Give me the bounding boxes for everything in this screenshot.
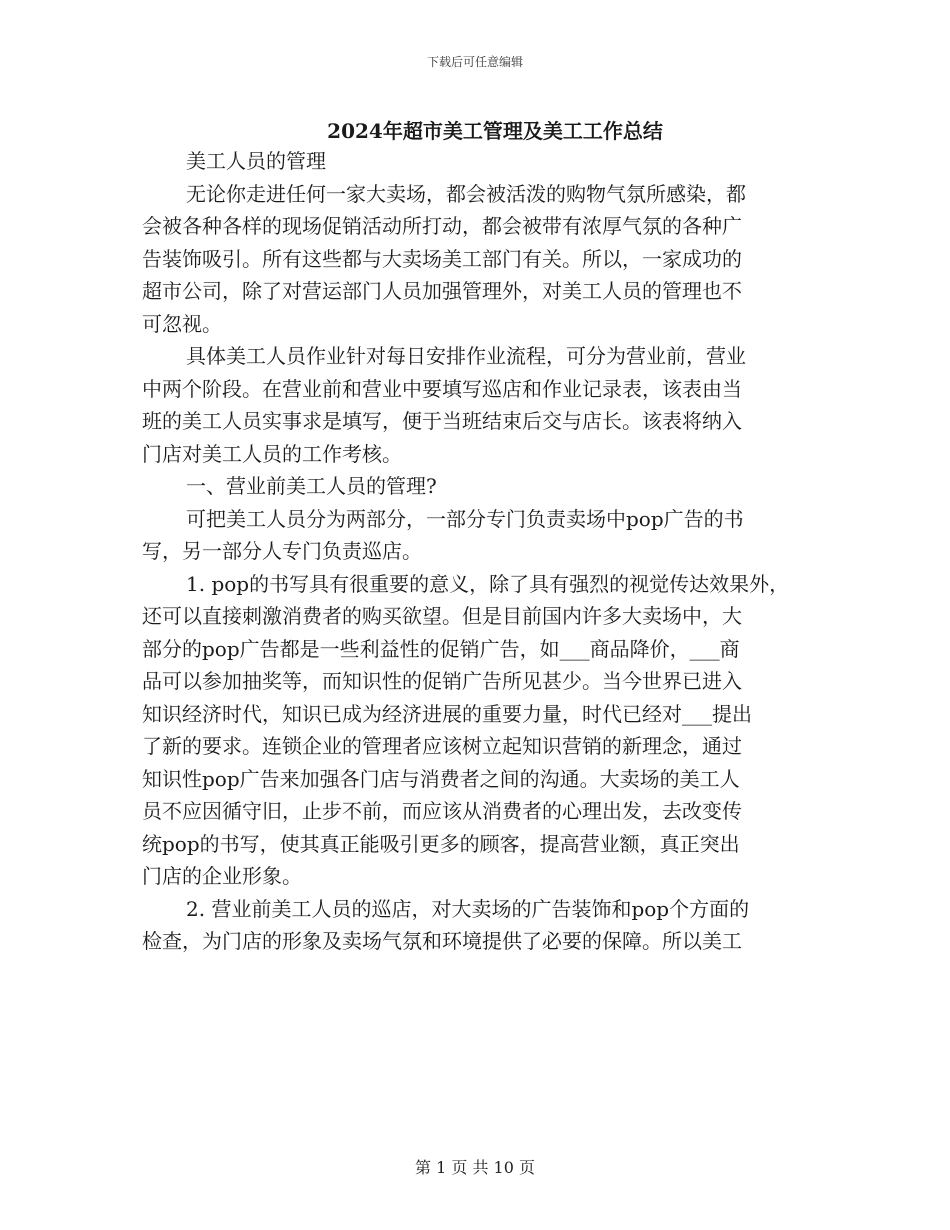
text-line: 统pop的书写，使其真正能吸引更多的顾客，提高营业额，真正突出 (142, 831, 740, 856)
text-line: 可把美工人员分为两部分，一部分专门负责卖场中pop广告的书 (186, 506, 744, 531)
text-line: 部分的pop广告都是一些利益性的促销广告，如___商品降价，___商 (142, 636, 740, 661)
document-title: 2024年超市美工管理及美工工作总结 (327, 119, 663, 143)
page-number: 第 1 页 共 10 页 (415, 1158, 535, 1177)
text-line: 1. pop的书写具有很重要的意义，除了具有强烈的视觉传达效果外， (186, 571, 790, 596)
text-line: 写，另一部分人专门负责巡店。 (142, 539, 422, 563)
text-line: 具体美工人员作业针对每日安排作业流程，可分为营业前，营业 (186, 344, 746, 368)
text-line: 班的美工人员实事求是填写，便于当班结束后交与店长。该表将纳入 (142, 409, 742, 433)
text-line: 一、营业前美工人员的管理? (186, 474, 437, 498)
text-line: 知识经济时代，知识已成为经济进展的重要力量，时代已经对___提出 (142, 701, 752, 726)
document-body (142, 145, 822, 958)
text-line: 告装饰吸引。所有这些都与大卖场美工部门有关。所以，一家成功的 (142, 246, 742, 271)
text-line: 无论你走进任何一家大卖场，都会被活泼的购物气氛所感染，都 (186, 181, 746, 206)
text-line: 会被各种各样的现场促销活动所打动，都会被带有浓厚气氛的各种广 (142, 214, 742, 238)
text-line: 检查，为门店的形象及卖场气氛和环境提供了必要的保障。所以美工 (142, 929, 742, 953)
text-line: 品可以参加抽奖等，而知识性的促销广告所见甚少。当今世界已进入 (142, 669, 742, 693)
text-line: 员不应因循守旧，止步不前，而应该从消费者的心理出发，去改变传 (142, 799, 742, 823)
text-line: 还可以直接刺激消费者的购买欲望。但是目前国内许多大卖场中，大 (142, 604, 742, 628)
text-line: 可忽视。 (142, 311, 222, 336)
text-line: 2. 营业前美工人员的巡店，对大卖场的广告装饰和pop个方面的 (186, 896, 750, 921)
text-line: 中两个阶段。在营业前和营业中要填写巡店和作业记录表，该表由当 (142, 376, 742, 401)
text-line: 门店对美工人员的工作考核。 (142, 441, 402, 466)
text-line: 超市公司，除了对营运部门人员加强管理外，对美工人员的管理也不 (142, 279, 742, 303)
text-line: 知识性pop广告来加强各门店与消费者之间的沟通。大卖场的美工人 (142, 766, 740, 791)
text-line: 美工人员的管理 (186, 149, 326, 173)
header-note: 下载后可任意编辑 (426, 55, 523, 69)
text-line: 了新的要求。连锁企业的管理者应该树立起知识营销的新理念，通过 (142, 734, 742, 758)
text-line: 门店的企业形象。 (142, 864, 302, 888)
